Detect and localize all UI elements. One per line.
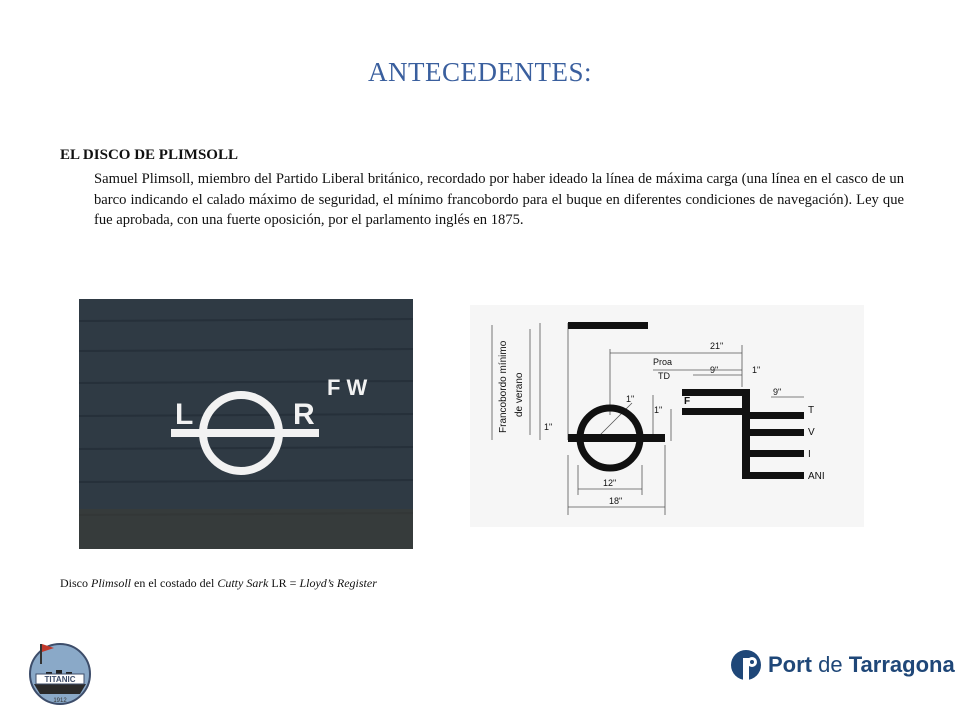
caption-text-2: en el costado del bbox=[131, 576, 218, 590]
caption-italic-cutty-sark: Cutty Sark bbox=[217, 576, 269, 590]
photo-fw-label: F W bbox=[327, 375, 368, 400]
diagram-i: I bbox=[808, 449, 811, 460]
photo-letter-r: R bbox=[293, 398, 315, 431]
diagram-proa: Proa bbox=[653, 357, 673, 367]
diagram-v: V bbox=[808, 427, 815, 438]
diagram-dim-12: 12" bbox=[603, 478, 617, 488]
hull-photo bbox=[79, 299, 413, 549]
diagram-vertical-label-1: Francobordo mínimo bbox=[498, 340, 509, 433]
body-paragraph: Samuel Plimsoll, miembro del Partido Liberal británico, recordado por haber ideado la línea de máxima carga (una línea en el casco de un barco indicando el calado máximo de seguridad, el mínimo francobordo para el buque en diferentes condiciones de navegación). Ley que fue aprobada, con una fuerte oposición, por el parlamento inglés en 1875. bbox=[94, 171, 904, 228]
port-logo-word-port: Port bbox=[768, 652, 812, 677]
diagram-dim-18: 18" bbox=[609, 496, 623, 506]
diagram-dim-1c: 1" bbox=[654, 405, 663, 415]
port-logo-word-tarragona: Tarragona bbox=[848, 652, 955, 677]
diagram-dim-9a: 9" bbox=[710, 365, 719, 375]
titanic-logo-year: 1912 bbox=[53, 698, 67, 704]
diagram-t: T bbox=[808, 405, 815, 416]
diagram-dim-9b: 9" bbox=[773, 387, 782, 397]
diagram-dim-1b: 1" bbox=[626, 394, 635, 404]
diagram-ani: ANI bbox=[808, 471, 825, 482]
caption-text-1: Disco bbox=[60, 576, 91, 590]
diagram-td: TD bbox=[658, 371, 670, 381]
page-title: ANTECEDENTES: bbox=[368, 57, 592, 87]
diagram-vertical-label-2: de verano bbox=[514, 372, 525, 417]
caption-italic-plimsoll: Plimsoll bbox=[91, 576, 132, 590]
plimsoll-diagram bbox=[470, 305, 864, 527]
photo-caption bbox=[60, 576, 377, 591]
titanic-logo-text: TITANIC bbox=[44, 675, 76, 684]
diagram-dim-1a: 1" bbox=[752, 365, 761, 375]
section-heading: EL DISCO DE PLIMSOLL bbox=[60, 147, 238, 163]
photo-letter-l: L bbox=[175, 398, 194, 431]
caption-text-3: LR = bbox=[268, 576, 300, 590]
port-logo-word-de: de bbox=[818, 652, 843, 677]
diagram-f: F bbox=[684, 396, 691, 407]
diagram-dim-1d: 1" bbox=[544, 422, 553, 432]
diagram-dim-21: 21" bbox=[710, 341, 724, 351]
port-de-tarragona-logo bbox=[730, 648, 955, 684]
titanic-logo bbox=[22, 636, 98, 706]
caption-italic-lloyds: Lloyd’s Register bbox=[299, 576, 377, 590]
